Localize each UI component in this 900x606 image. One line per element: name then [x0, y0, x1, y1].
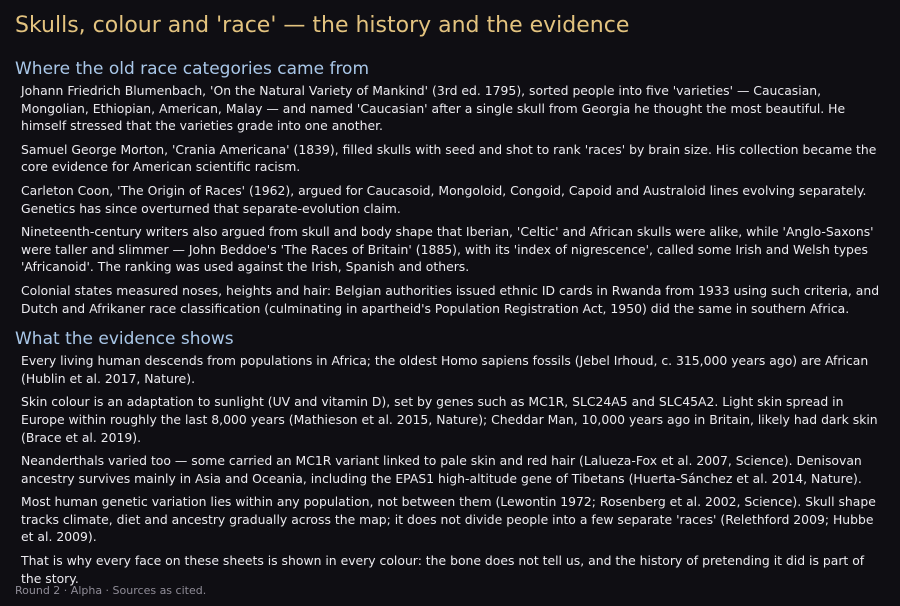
origins-paragraphs: [21, 82, 887, 317]
paragraph-neanderthals: Neanderthals varied too — some carried an MC1R variant linked to pale skin and red hair (Lalueza-Fox et al. 2007, Science). Denisovan ancestry survives mainly in Asia and Oceania, including the EPAS1 high-altitude gene of Tibetans (Huerta-Sánchez et al. 2014, Nature).: [21, 453, 862, 486]
section-heading-origins: Where the old race categories came from: [15, 59, 370, 79]
paragraph-blumenbach: Johann Friedrich Blumenbach, 'On the Natural Variety of Mankind' (3rd ed. 1795), sorted people into five 'varieties' — Caucasian, Mongolian, Ethiopian, American, Malay — and named 'Caucasian' after a single skull from Georgia he thought the most beautiful. He himself stressed that the varieties grade into one another.: [21, 83, 846, 134]
paragraph-skin-colour: Skin colour is an adaptation to sunlight (UV and vitamin D), set by genes such as MC1R, SLC24A5 and SLC45A2. Light skin spread in Europe within roughly the last 8,000 years (Mathieson et al. 2015, Nature); Cheddar Man, 10,000 years ago in Britain, likely had dark skin (Brace et al. 2019).: [21, 394, 878, 445]
document: [15, 12, 887, 593]
footer-note: Round 2 · Alpha · Sources as cited.: [15, 584, 207, 597]
paragraph-colonial-states: Colonial states measured noses, heights and hair: Belgian authorities issued ethnic ID cards in Rwanda from 1933 using such criteria, and Dutch and Afrikaner race classification (culminating in apartheid's Population Registration Act, 1950) did the same in southern Africa.: [21, 282, 880, 316]
section-origins: [15, 59, 887, 317]
paragraph-morton: Samuel George Morton, 'Crania Americana' (1839), filled skulls with seed and shot to rank 'races' by brain size. His collection became the core evidence for American scientific racism.: [21, 141, 877, 175]
paragraph-beddoe: Nineteenth-century writers also argued from skull and body shape that Iberian, 'Celtic' and African skulls were alike, while 'Anglo-Saxons' were taller and slimmer — John Beddoe's 'The Races of Britain' (1885), with its 'index of nigrescence', called some Irish and Welsh types 'Africanoid'. The ranking was used against the Irish, Spanish and others.: [21, 224, 874, 275]
paragraph-african-origin: Every living human descends from populations in Africa; the oldest Homo sapiens fossils (Jebel Irhoud, c. 315,000 years ago) are African (Hublin et al. 2017, Nature).: [21, 353, 869, 386]
page-title: Skulls, colour and 'race' — the history and the evidence: [15, 13, 630, 38]
section-heading-evidence: What the evidence shows: [15, 329, 234, 350]
evidence-paragraphs: [21, 352, 887, 587]
paragraph-coon: Carleton Coon, 'The Origin of Races' (1962), argued for Caucasoid, Mongoloid, Congoid, Capoid and Australoid lines evolving separately. Genetics has since overturned that separate-evolution claim.: [21, 182, 867, 216]
section-evidence: [15, 329, 887, 587]
paragraph-conclusion: That is why every face on these sheets is shown in every colour: the bone does not tell us, and the history of pretending it did is part of the story.: [21, 553, 865, 586]
paragraph-genetic-variation: Most human genetic variation lies within any population, not between them (Lewontin 1972; Rosenberg et al. 2002, Science). Skull shape tracks climate, diet and ancestry gradually across the map; it does not divide people into a few separate 'races' (Relethford 2009; Hubbe et al. 2009).: [21, 494, 876, 545]
